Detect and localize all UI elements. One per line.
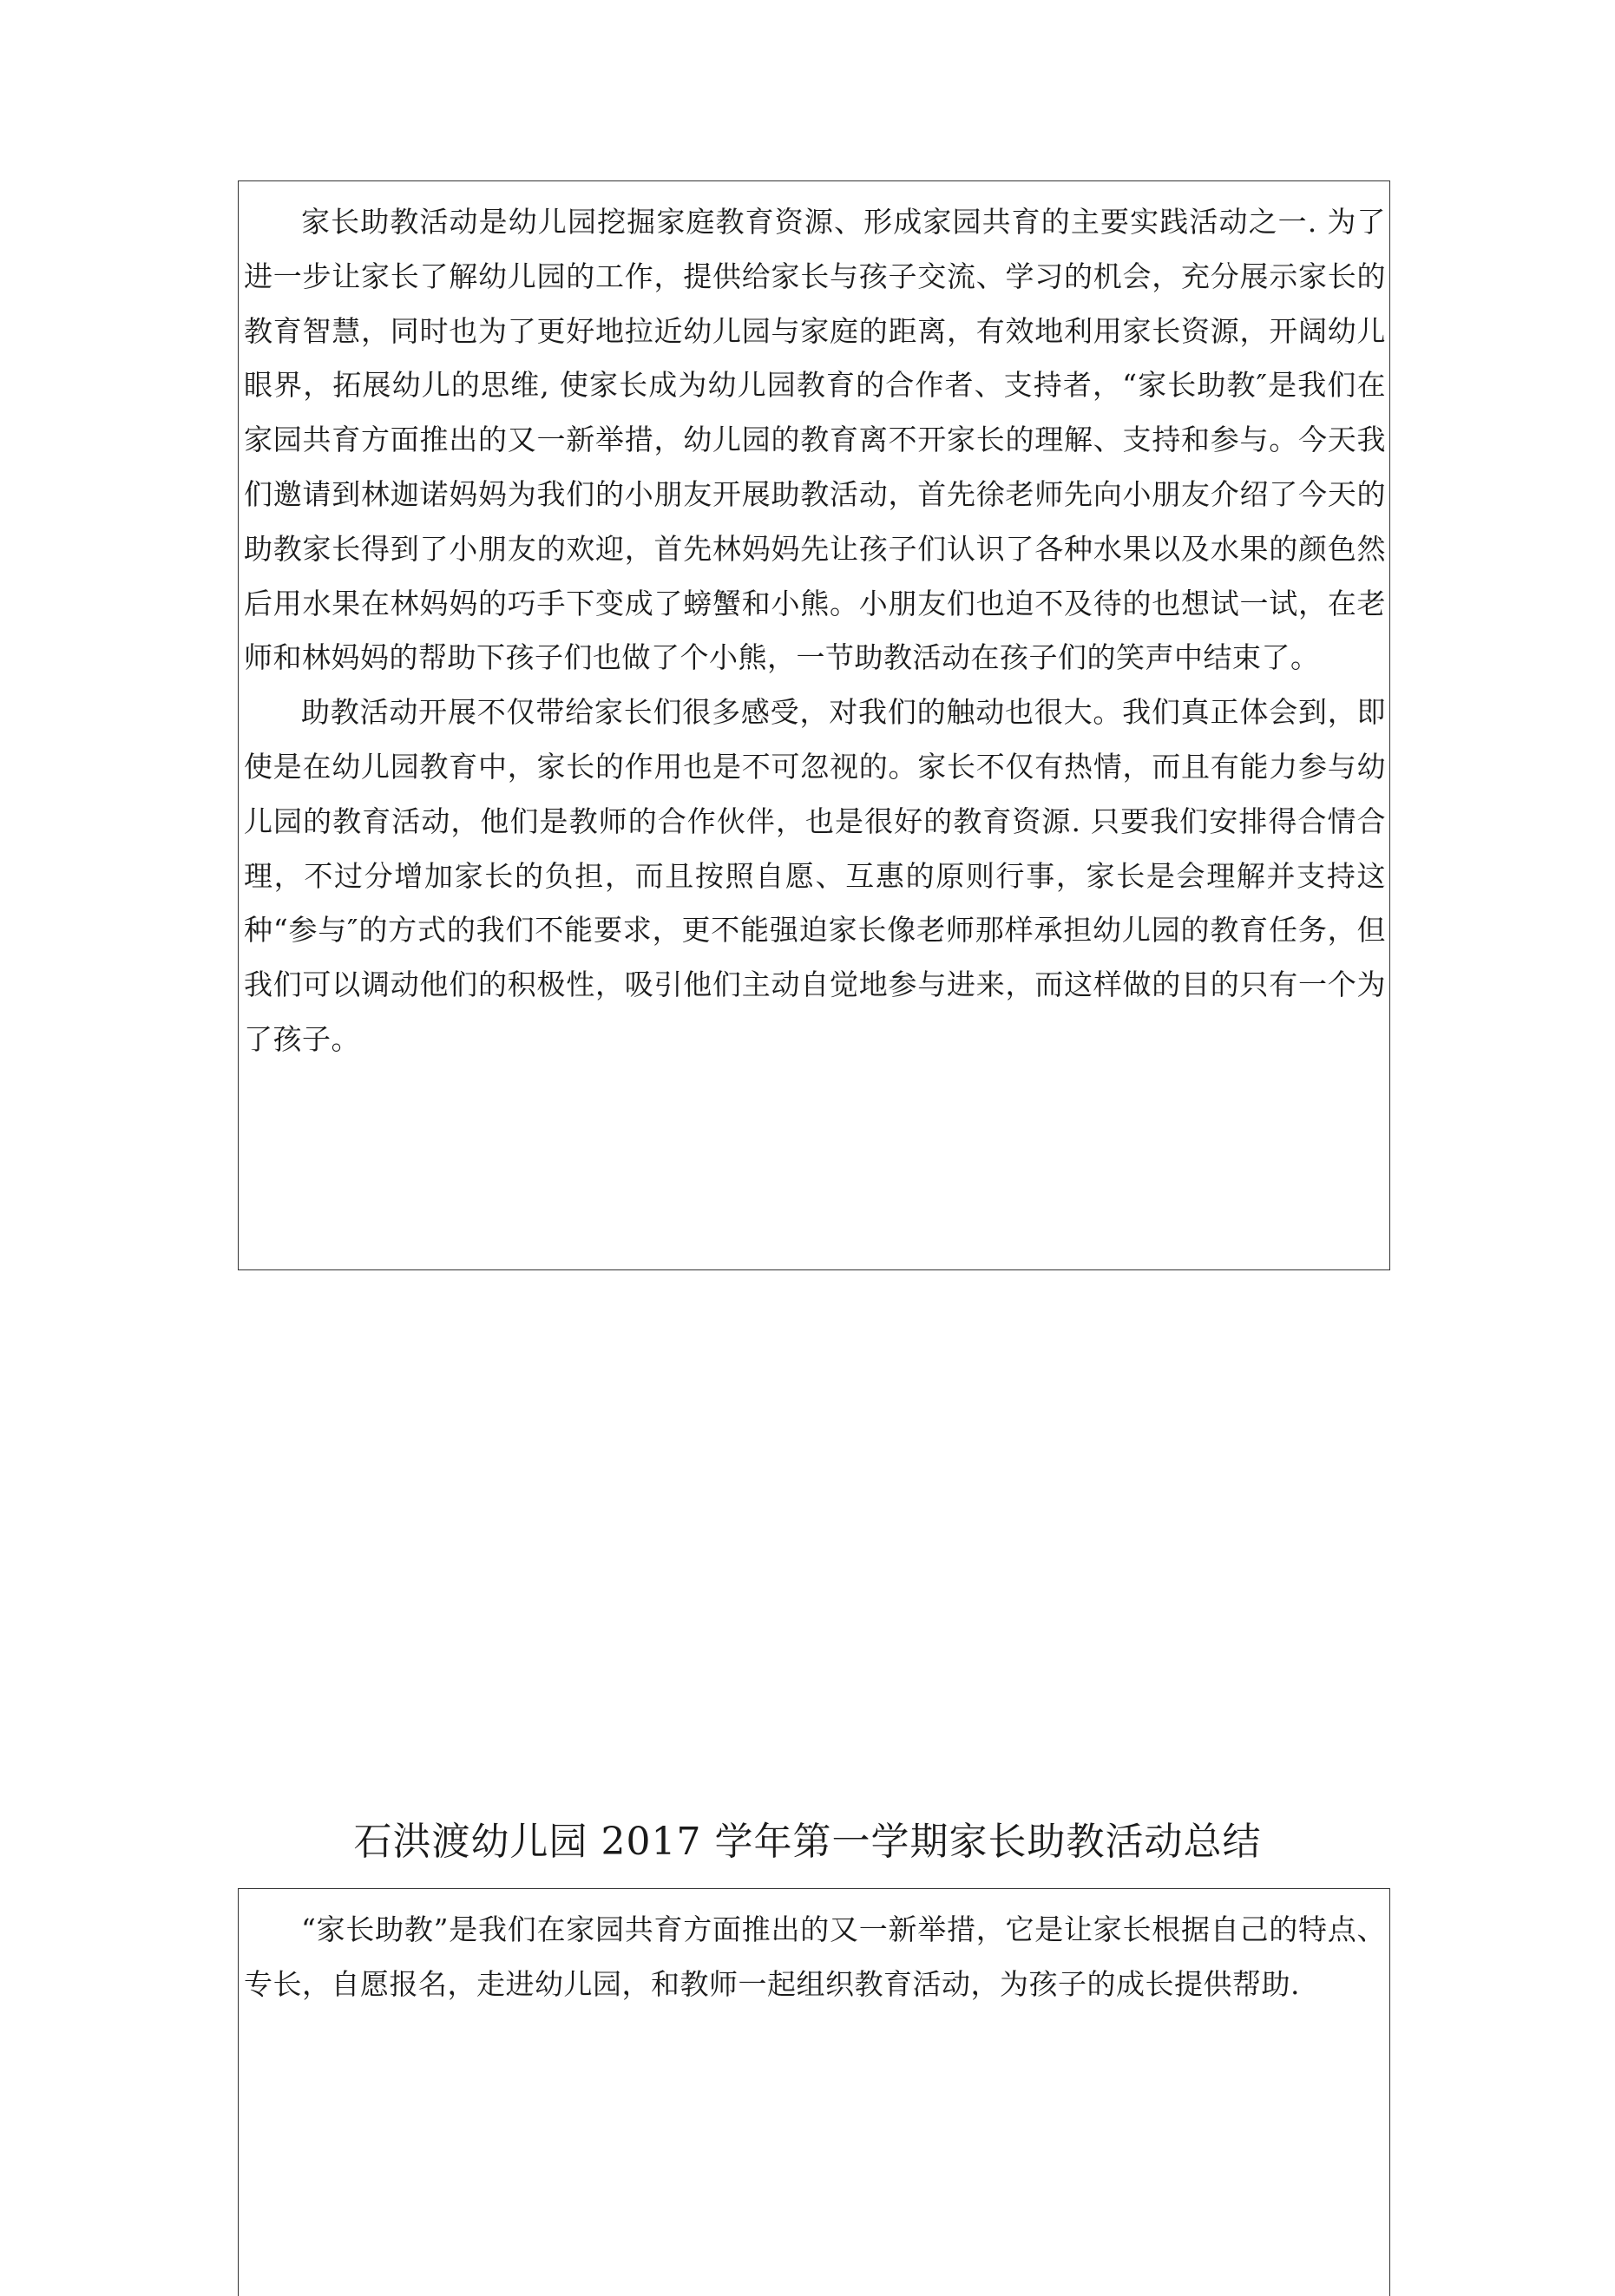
body-paragraph: 助教活动开展不仅带给家长们很多感受，对我们的触动也很大。我们真正体会到，即使是在幼儿园教育中，家长的作用也是不可忽视的。家长不仅有热情，而且有能力参与幼儿园的教育活动，他们是教师的合作伙伴，也是很好的教育资源. 只要我们安排得合情合理，不过分增加家长的负担，而且按照自愿、互惠的原则行事，家长是会理解并支持这种“参与″的方式的我们不能要求，更不能强迫家长像老师那样承担幼儿园的教育任务，但我们可以调动他们的积极性，吸引他们主动自觉地参与进来，而这样做的目的只有一个为了孩子。 bbox=[244, 695, 1386, 1056]
document-title: 石洪渡幼儿园 2017 学年第一学期家长助教活动总结 bbox=[353, 1820, 1262, 1864]
summary-text-box bbox=[238, 180, 1390, 1270]
body-paragraph: 家长助教活动是幼儿园挖掘家庭教育资源、形成家园共育的主要实践活动之一. 为了进一步让家长了解幼儿园的工作，提供给家长与孩子交流、学习的机会，充分展示家长的教育智慧，同时也为了更好地拉近幼儿园与家庭的距离，有效地利用家长资源，开阔幼儿眼界，拓展幼儿的思维, 使家长成为幼儿园教育的合作者、支持者，“家长助教″是我们在家园共育方面推出的又一新举措，幼儿园的教育离不开家长的理解、支持和参与。今天我们邀请到林迦诺妈妈为我们的小朋友开展助教活动，首先徐老师先向小朋友介绍了今天的助教家长得到了小朋友的欢迎，首先林妈妈先让孩子们认识了各种水果以及水果的颜色然后用水果在林妈妈的巧手下变成了螃蟹和小熊。小朋友们也迫不及待的也想试一试，在老师和林妈妈的帮助下孩子们也做了个小熊，一节助教活动在孩子们的笑声中结束了。 bbox=[244, 205, 1386, 675]
body-paragraph: “家长助教”是我们在家园共育方面推出的又一新举措，它是让家长根据自己的特点、专长，自愿报名，走进幼儿园，和教师一起组织教育活动，为孩子的成长提供帮助. bbox=[244, 1912, 1386, 2001]
summary-text-box bbox=[238, 1888, 1390, 2296]
